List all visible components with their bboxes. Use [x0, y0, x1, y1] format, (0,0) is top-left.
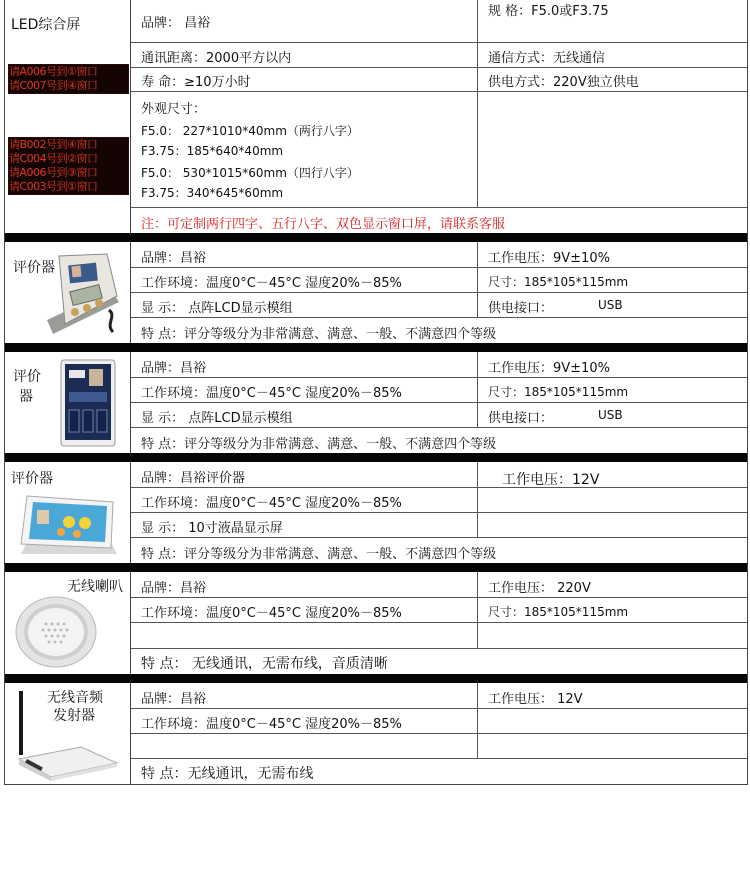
- tablet-evaluator-image: [17, 492, 123, 560]
- evaluator-section-2: [5, 352, 747, 453]
- section-divider: [5, 563, 747, 572]
- feature-text: 特 点：评分等级分为非常满意、满意、一般、不满意四个等级: [141, 437, 497, 452]
- brand-text: 品牌：昌裕: [141, 361, 207, 376]
- evaluator-label-line2: 器: [19, 389, 33, 405]
- voltage-text: 工作电压：9V±10%: [488, 251, 610, 266]
- display-text: 显 示： 点阵LCD显示模组: [141, 411, 293, 426]
- led-line: 请C007号到④窗口: [9, 79, 98, 92]
- led-line: 请C003号到①窗口: [9, 180, 98, 193]
- environment-text: 工作环境：温度0°C－45°C 湿度20%－85%: [141, 276, 402, 291]
- led-line: 请C004号到②窗口: [9, 152, 98, 165]
- size-text: 尺寸：185*105*115mm: [488, 275, 629, 289]
- evaluator-label: 评价器: [11, 471, 53, 487]
- environment-text: 工作环境：温度0°C－45°C 湿度20%－85%: [141, 386, 402, 401]
- evaluator-label-line1: 评价: [13, 369, 41, 385]
- dims-line: F3.75：340*645*60mm: [141, 186, 284, 200]
- voltage-text: 工作电压：12V: [502, 472, 600, 488]
- power-text: 供电方式：220V独立供电: [488, 75, 639, 90]
- table-row: [131, 92, 747, 208]
- led-label-cell: [5, 0, 131, 233]
- brand-text: 品牌：昌裕评价器: [141, 471, 246, 486]
- brand-text: 品牌：昌裕: [141, 581, 207, 596]
- table-row: [131, 208, 747, 233]
- ceiling-speaker-image: [13, 590, 99, 670]
- led-label: LED综合屏: [11, 17, 81, 33]
- port-value: USB: [598, 408, 623, 422]
- led-line: 请B002号到④窗口: [9, 138, 98, 151]
- wireless-speaker-section: [5, 572, 747, 674]
- voltage-text: 工作电压： 12V: [488, 692, 583, 707]
- dims-line: F3.75：185*640*40mm: [141, 144, 284, 158]
- section-divider: [5, 453, 747, 462]
- brand-text: 品牌：昌裕: [141, 692, 207, 707]
- feature-text: 特 点：评分等级分为非常满意、满意、一般、不满意四个等级: [141, 327, 497, 342]
- led-line: 请A006号到③窗口: [9, 166, 98, 179]
- transmitter-label-line2: 发射器: [53, 708, 95, 724]
- display-text: 显 示： 点阵LCD显示模组: [141, 301, 293, 316]
- feature-text: 特 点：评分等级分为非常满意、满意、一般、不满意四个等级: [141, 547, 497, 562]
- size-text: 尺寸：185*105*115mm: [488, 605, 629, 619]
- led-screen-section: [5, 0, 747, 233]
- environment-text: 工作环境：温度0°C－45°C 湿度20%－85%: [141, 496, 402, 511]
- port-label: 供电接口：: [488, 411, 554, 426]
- evaluator-section-1: [5, 242, 747, 343]
- dims-line: F5.0： 227*1010*40mm（两行八字）: [141, 124, 359, 138]
- brand-text: 品牌： 昌裕: [141, 16, 211, 31]
- voltage-text: 工作电压：9V±10%: [488, 361, 610, 376]
- table-row: [131, 43, 747, 68]
- evaluator-label: 评价器: [13, 260, 55, 276]
- feature-text: 特 点： 无线通讯，无需布线，音质清晰: [141, 656, 388, 672]
- transmitter-device-image: [11, 689, 121, 781]
- transmitter-label-line1: 无线音频: [47, 690, 103, 706]
- feature-text: 特 点：无线通讯，无需布线: [141, 766, 314, 782]
- evaluator-section-3: [5, 462, 747, 563]
- dims-line: F5.0： 530*1015*60mm（四行八字）: [141, 166, 359, 180]
- port-value: USB: [598, 298, 623, 312]
- dims-title: 外观尺寸：: [141, 102, 207, 117]
- brand-text: 品牌：昌裕: [141, 251, 207, 266]
- environment-text: 工作环境：温度0°C－45°C 湿度20%－85%: [141, 606, 402, 621]
- comm-text: 通信方式：无线通信: [488, 51, 606, 66]
- section-divider: [5, 233, 747, 242]
- distance-text: 通讯距离：2000平方以内: [141, 51, 292, 66]
- table-row: [131, 0, 747, 43]
- table-row: [131, 68, 747, 92]
- led-panel-two-line: [8, 64, 129, 94]
- section-divider: [5, 343, 747, 352]
- led-panel-four-line: [8, 137, 129, 195]
- led-line: 请A006号到①窗口: [9, 65, 98, 78]
- life-text: 寿 命：≥10万小时: [141, 75, 251, 90]
- audio-transmitter-section: [5, 683, 747, 784]
- evaluator-device-image: [57, 358, 119, 448]
- port-label: 供电接口：: [488, 301, 554, 316]
- spec-text: 规 格：F5.0或F3.75: [488, 4, 609, 19]
- evaluator-device-image: [45, 250, 127, 338]
- voltage-text: 工作电压： 220V: [488, 581, 591, 596]
- environment-text: 工作环境：温度0°C－45°C 湿度20%－85%: [141, 717, 402, 732]
- size-text: 尺寸：185*105*115mm: [488, 385, 629, 399]
- section-divider: [5, 674, 747, 683]
- display-text: 显 示： 10寸液晶显示屏: [141, 521, 283, 536]
- custom-note: 注：可定制两行四字、五行八字、双色显示窗口屏，请联系客服: [141, 217, 506, 232]
- product-spec-sheet: [4, 0, 748, 785]
- speaker-label: 无线喇叭: [67, 579, 123, 595]
